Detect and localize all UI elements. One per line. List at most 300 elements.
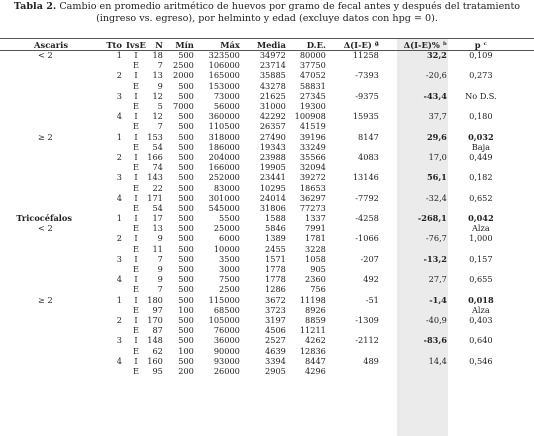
cell-n: 74 [152, 162, 163, 173]
cell-min: 500 [178, 172, 194, 183]
cell-p [451, 264, 511, 274]
cell-de: 12836 [299, 345, 326, 356]
cell-n: 18 [152, 50, 163, 61]
cell-label [0, 284, 76, 294]
table-row [0, 70, 511, 80]
cell-label [0, 203, 76, 213]
cell-dp [382, 81, 451, 91]
cell-p: Alza [472, 304, 490, 315]
cell-media: 42292 [259, 111, 286, 122]
cell-d: 8147 [358, 131, 379, 142]
cell-label [0, 356, 76, 366]
cell-d [329, 182, 382, 192]
cell-tto [76, 142, 126, 152]
cell-d [329, 81, 382, 91]
table-row [0, 142, 511, 152]
cell-max: 68500 [213, 304, 240, 315]
cell-max: 318000 [208, 131, 240, 142]
cell-p: 0,109 [469, 50, 493, 61]
cell-dp: 37,7 [428, 111, 447, 122]
cell-min: 500 [178, 253, 194, 264]
table-row [0, 345, 511, 355]
cell-ie: I [134, 213, 138, 224]
cell-dp [382, 244, 451, 254]
cell-label: < 2 [38, 223, 53, 234]
cell-p: No D.S. [465, 90, 497, 101]
cell-tto: 2 [116, 233, 122, 244]
cell-ie: I [134, 314, 138, 325]
cell-media: 1389 [265, 233, 286, 244]
cell-min: 2500 [173, 60, 194, 71]
cell-tto [76, 60, 126, 70]
table-row [0, 193, 511, 203]
cell-dp: -268,1 [417, 213, 447, 224]
cell-media: 1778 [265, 274, 286, 285]
cell-min: 500 [178, 192, 194, 203]
cell-d: -7792 [355, 192, 379, 203]
cell-label [0, 172, 76, 182]
cell-de: 1337 [305, 213, 326, 224]
cell-n: 153 [147, 131, 163, 142]
cell-tto: 1 [116, 50, 122, 61]
cell-de: 27345 [299, 90, 326, 101]
cell-p: 0,157 [469, 253, 493, 264]
cell-tto: 3 [116, 172, 122, 183]
cell-tto: 4 [116, 111, 122, 122]
cell-media: 4639 [265, 345, 286, 356]
cell-tto [76, 366, 126, 376]
cell-de: 1058 [305, 253, 326, 264]
cell-ie: I [134, 131, 138, 142]
cell-dp: 27,7 [428, 274, 447, 285]
cell-p [451, 60, 511, 70]
table-row [0, 121, 511, 131]
cell-d: -1066 [355, 233, 379, 244]
cell-ie: E [132, 243, 139, 254]
table-row [0, 132, 511, 142]
cell-max: 3000 [219, 264, 240, 275]
cell-n: 9 [157, 233, 163, 244]
cell-ie: I [134, 151, 138, 162]
cell-max: 252000 [208, 172, 240, 183]
cell-dp: 32,2 [426, 50, 447, 61]
cell-d: 489 [363, 355, 379, 366]
cell-de: 58831 [299, 80, 326, 91]
cell-label: < 2 [38, 50, 53, 61]
table-body [0, 50, 511, 376]
cell-p [451, 101, 511, 111]
table-row [0, 50, 511, 60]
cell-de: 39196 [299, 131, 326, 142]
cell-label [0, 335, 76, 345]
header-row [0, 39, 511, 50]
cell-tto: 3 [116, 335, 122, 346]
cell-label [0, 152, 76, 162]
table-row [0, 335, 511, 345]
cell-tto [76, 284, 126, 294]
cell-tto [76, 203, 126, 213]
cell-media: 21625 [259, 90, 286, 101]
cell-tto: 4 [116, 274, 122, 285]
cell-de: 18653 [299, 182, 326, 193]
table-row [0, 81, 511, 91]
cell-min: 500 [178, 182, 194, 193]
cell-max: 204000 [208, 151, 240, 162]
cell-media: 19905 [259, 162, 286, 173]
cell-label [0, 305, 76, 315]
cell-media: 23441 [259, 172, 286, 183]
cell-min: 500 [178, 233, 194, 244]
cell-max: 36000 [213, 335, 240, 346]
cell-d [329, 121, 382, 131]
caption-text: Cambio en promedio aritmético de huevos por gramo de fecal antes y después del tratamiento [56, 1, 521, 12]
table-row [0, 213, 511, 223]
table-row [0, 295, 511, 305]
cell-tto: 2 [116, 314, 122, 325]
cell-d: 13146 [352, 172, 379, 183]
cell-de: 756 [310, 284, 326, 295]
cell-n: 13 [152, 223, 163, 234]
cell-min: 500 [178, 213, 194, 224]
cell-min: 500 [178, 223, 194, 234]
cell-n: 7 [157, 284, 163, 295]
cell-media: 26357 [259, 121, 286, 132]
cell-tto [76, 223, 126, 233]
header-p: p ᶜ [474, 39, 488, 50]
table-row [0, 91, 511, 101]
cell-dp: 29,6 [426, 131, 447, 142]
cell-n: 12 [152, 111, 163, 122]
cell-ie: E [132, 365, 139, 376]
cell-n: 7 [157, 121, 163, 132]
table-row [0, 101, 511, 111]
cell-min: 2000 [173, 70, 194, 81]
cell-n: 143 [147, 172, 163, 183]
cell-label [0, 142, 76, 152]
cell-n: 160 [147, 355, 163, 366]
cell-media: 10295 [259, 182, 286, 193]
table-row [0, 356, 511, 366]
cell-dp [382, 60, 451, 70]
cell-media: 3723 [265, 304, 286, 315]
cell-label [0, 182, 76, 192]
cell-de: 100908 [294, 111, 326, 122]
cell-p: 0,182 [469, 172, 493, 183]
header-n: N [155, 39, 163, 50]
table-row [0, 366, 511, 376]
cell-min: 500 [178, 264, 194, 275]
table-row [0, 254, 511, 264]
cell-de: 80000 [299, 50, 326, 61]
cell-min: 7000 [173, 101, 194, 112]
cell-tto [76, 264, 126, 274]
cell-d: -9375 [355, 90, 379, 101]
cell-ie: E [132, 223, 139, 234]
cell-ie: E [132, 162, 139, 173]
header-helminth: Ascaris [34, 39, 69, 50]
cell-tto: 3 [116, 253, 122, 264]
cell-max: 56000 [213, 101, 240, 112]
cell-min: 500 [178, 335, 194, 346]
cell-ie: I [134, 192, 138, 203]
table-row [0, 244, 511, 254]
cell-label [0, 274, 76, 284]
cell-p [451, 284, 511, 294]
cell-tto [76, 81, 126, 91]
cell-n: 148 [147, 335, 163, 346]
header-max: Máx [220, 39, 240, 50]
cell-media: 3672 [265, 294, 286, 305]
cell-ie: E [132, 121, 139, 132]
cell-max: 90000 [213, 345, 240, 356]
cell-n: 87 [152, 325, 163, 336]
cell-min: 500 [178, 202, 194, 213]
cell-de: 11211 [299, 325, 326, 336]
cell-min: 500 [178, 111, 194, 122]
cell-media: 27490 [259, 131, 286, 142]
cell-ie: E [132, 284, 139, 295]
cell-dp: 17,0 [428, 151, 447, 162]
cell-max: 10000 [213, 243, 240, 254]
cell-de: 1781 [305, 233, 326, 244]
cell-p [451, 203, 511, 213]
cell-d [329, 264, 382, 274]
cell-max: 115000 [208, 294, 240, 305]
table-row [0, 172, 511, 182]
cell-max: 360000 [208, 111, 240, 122]
cell-media: 2455 [265, 243, 286, 254]
cell-label [0, 101, 76, 111]
cell-max: 6000 [219, 233, 240, 244]
cell-label [0, 264, 76, 274]
cell-media: 24014 [259, 192, 286, 203]
cell-n: 171 [147, 192, 163, 203]
cell-tto: 2 [116, 70, 122, 81]
cell-d [329, 366, 382, 376]
cell-n: 5 [157, 101, 163, 112]
cell-d: -1309 [355, 314, 379, 325]
cell-p: 0,655 [469, 274, 493, 285]
cell-label [0, 315, 76, 325]
cell-min: 500 [178, 162, 194, 173]
cell-tto [76, 162, 126, 172]
cell-d [329, 305, 382, 315]
cell-d [329, 101, 382, 111]
cell-p: 0,018 [468, 294, 494, 305]
cell-ie: E [132, 202, 139, 213]
cell-label [0, 70, 76, 80]
cell-label: ≥ 2 [38, 294, 53, 305]
table-row [0, 223, 511, 233]
cell-label [0, 81, 76, 91]
cell-min: 500 [178, 90, 194, 101]
table-row [0, 264, 511, 274]
cell-label [0, 121, 76, 131]
cell-ie: E [132, 141, 139, 152]
cell-tto: 1 [116, 131, 122, 142]
cell-media: 3394 [265, 355, 286, 366]
cell-max: 25000 [213, 223, 240, 234]
cell-p: 0,652 [469, 192, 493, 203]
cell-ie: I [134, 355, 138, 366]
cell-de: 4262 [305, 335, 326, 346]
cell-ie: E [132, 304, 139, 315]
cell-min: 100 [178, 304, 194, 315]
cell-de: 3228 [305, 243, 326, 254]
cell-n: 7 [157, 253, 163, 264]
cell-de: 77273 [299, 202, 326, 213]
cell-ie: I [134, 70, 138, 81]
cell-min: 500 [178, 284, 194, 295]
cell-ie: I [134, 253, 138, 264]
cell-d [329, 223, 382, 233]
cell-dp [382, 223, 451, 233]
cell-de: 37750 [299, 60, 326, 71]
cell-d [329, 162, 382, 172]
cell-min: 100 [178, 345, 194, 356]
cell-de: 8926 [305, 304, 326, 315]
cell-p: 0,042 [468, 213, 494, 224]
cell-n: 7 [157, 60, 163, 71]
cell-label [0, 91, 76, 101]
cell-n: 22 [152, 182, 163, 193]
cell-dp [382, 345, 451, 355]
table-row [0, 325, 511, 335]
cell-min: 500 [178, 243, 194, 254]
cell-dp [382, 182, 451, 192]
cell-n: 13 [152, 70, 163, 81]
cell-p: 0,032 [468, 131, 494, 142]
cell-min: 500 [178, 294, 194, 305]
cell-p [451, 121, 511, 131]
cell-tto [76, 305, 126, 315]
cell-label [0, 162, 76, 172]
cell-p [451, 244, 511, 254]
cell-min: 500 [178, 80, 194, 91]
table-row [0, 162, 511, 172]
cell-min: 500 [178, 121, 194, 132]
cell-max: 73000 [213, 90, 240, 101]
caption-line-1 [0, 1, 534, 13]
cell-de: 8447 [305, 355, 326, 366]
header-ivse: IvsE [126, 39, 146, 50]
cell-d: -2112 [355, 335, 379, 346]
table-caption [0, 1, 534, 25]
cell-min: 500 [178, 131, 194, 142]
cell-label [0, 111, 76, 121]
cell-p [451, 325, 511, 335]
cell-p [451, 81, 511, 91]
cell-dp: -13,2 [423, 253, 447, 264]
cell-dp: -32,4 [425, 192, 447, 203]
cell-tto [76, 101, 126, 111]
header-delta: Δ(I-E) ª [343, 39, 379, 50]
cell-max: 106000 [208, 60, 240, 71]
table-row [0, 182, 511, 192]
cell-tto [76, 325, 126, 335]
cell-de: 47052 [299, 70, 326, 81]
cell-de: 39272 [299, 172, 326, 183]
header-tto: Tto [106, 39, 122, 50]
cell-n: 9 [157, 274, 163, 285]
cell-min: 500 [178, 274, 194, 285]
cell-dp: -76,7 [425, 233, 447, 244]
cell-ie: I [134, 233, 138, 244]
cell-label [0, 325, 76, 335]
cell-ie: I [134, 90, 138, 101]
cell-media: 1588 [265, 213, 286, 224]
cell-tto [76, 121, 126, 131]
cell-label: Tricocéfalos [16, 213, 72, 224]
cell-ie: I [134, 111, 138, 122]
cell-p [451, 162, 511, 172]
cell-tto [76, 244, 126, 254]
header-media: Media [256, 39, 286, 50]
cell-d [329, 284, 382, 294]
cell-tto: 4 [116, 192, 122, 203]
cell-p [451, 366, 511, 376]
cell-tto: 1 [116, 213, 122, 224]
cell-media: 34972 [259, 50, 286, 61]
table-row [0, 152, 511, 162]
table-row [0, 233, 511, 243]
cell-media: 2905 [265, 365, 286, 376]
cell-p: 1,000 [469, 233, 493, 244]
cell-dp: -40,9 [425, 314, 447, 325]
cell-d: -7393 [355, 70, 379, 81]
cell-dp [382, 203, 451, 213]
cell-media: 43278 [259, 80, 286, 91]
cell-max: 76000 [213, 325, 240, 336]
cell-media: 3197 [265, 314, 286, 325]
cell-dp [382, 264, 451, 274]
cell-p: 0,449 [469, 151, 493, 162]
cell-dp: -20,6 [425, 70, 447, 81]
cell-n: 17 [152, 213, 163, 224]
cell-ie: E [132, 101, 139, 112]
cell-ie: E [132, 80, 139, 91]
cell-max: 301000 [208, 192, 240, 203]
cell-max: 3500 [219, 253, 240, 264]
cell-label [0, 254, 76, 264]
cell-label [0, 244, 76, 254]
cell-n: 166 [147, 151, 163, 162]
table-row [0, 305, 511, 315]
cell-max: 93000 [213, 355, 240, 366]
cell-label [0, 345, 76, 355]
cell-tto [76, 182, 126, 192]
cell-n: 9 [157, 80, 163, 91]
cell-max: 26000 [213, 365, 240, 376]
cell-d [329, 60, 382, 70]
cell-ie: I [134, 294, 138, 305]
caption-label: Tabla 2. [13, 1, 57, 12]
cell-ie: E [132, 182, 139, 193]
cell-n: 62 [152, 345, 163, 356]
cell-tto: 3 [116, 90, 122, 101]
cell-de: 8859 [305, 314, 326, 325]
cell-max: 323500 [208, 50, 240, 61]
cell-d: 15935 [352, 111, 379, 122]
cell-min: 500 [178, 50, 194, 61]
cell-de: 19300 [299, 101, 326, 112]
cell-p: 0,403 [469, 314, 493, 325]
cell-media: 1571 [265, 253, 286, 264]
cell-dp [382, 366, 451, 376]
table-row [0, 111, 511, 121]
cell-d [329, 325, 382, 335]
cell-d [329, 244, 382, 254]
